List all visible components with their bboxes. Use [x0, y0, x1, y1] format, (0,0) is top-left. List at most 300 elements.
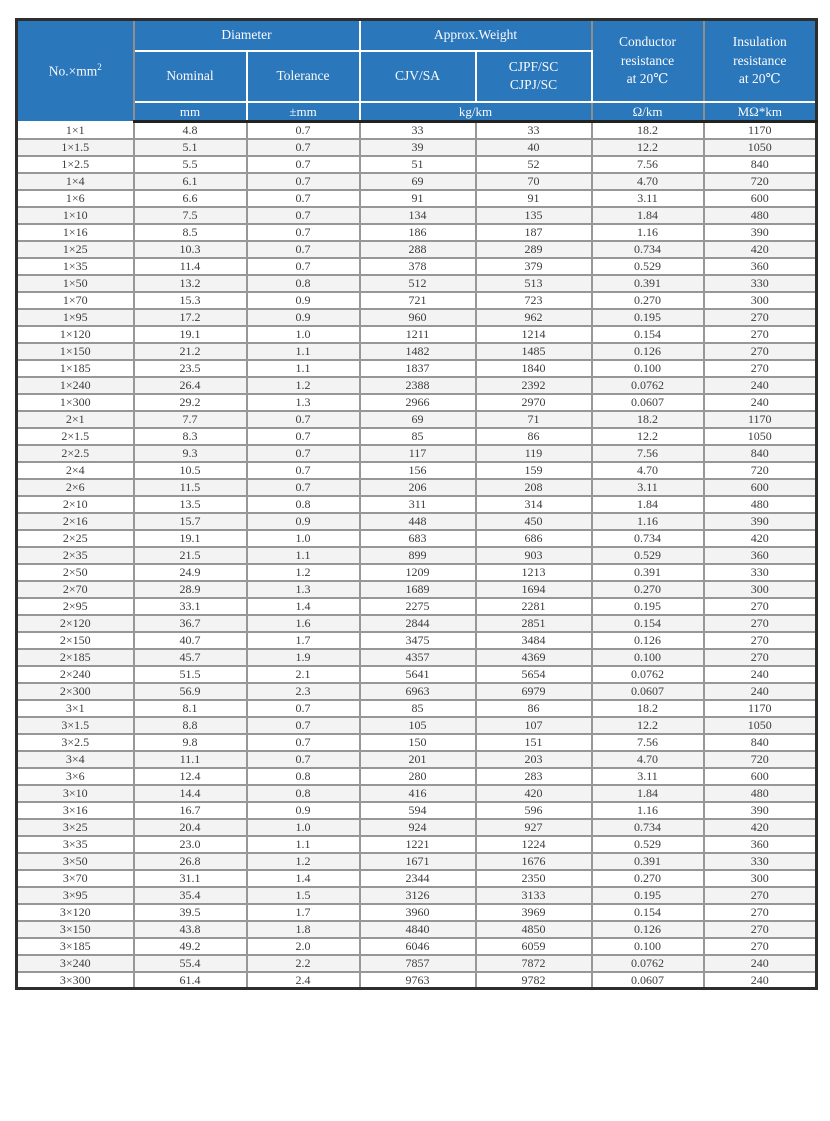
cjpf-line2: CJPJ/SC [509, 77, 558, 92]
column-header-cjpf-cjpj [476, 51, 592, 102]
table-cell: 1×35 [17, 258, 134, 275]
table-cell: 1050 [704, 139, 817, 156]
table-cell: 0.126 [592, 921, 704, 938]
table-cell: 1.3 [247, 581, 360, 598]
table-cell: 5.5 [134, 156, 247, 173]
table-cell: 2275 [360, 598, 476, 615]
cable-spec-table [15, 18, 818, 990]
table-row [17, 819, 817, 836]
table-cell: 8.1 [134, 700, 247, 717]
table-cell: 39.5 [134, 904, 247, 921]
table-cell: 0.7 [247, 139, 360, 156]
table-cell: 0.0762 [592, 377, 704, 394]
table-cell: 390 [704, 802, 817, 819]
table-row [17, 734, 817, 751]
insulation-resistance-line3: at 20℃ [738, 70, 781, 86]
table-cell: 12.2 [592, 139, 704, 156]
table-cell: 270 [704, 632, 817, 649]
table-cell: 69 [360, 411, 476, 428]
table-cell: 2×16 [17, 513, 134, 530]
table-cell: 8.8 [134, 717, 247, 734]
table-cell: 962 [476, 309, 592, 326]
table-cell: 71 [476, 411, 592, 428]
insulation-resistance-line1: Insulation [732, 34, 787, 50]
table-cell: 51 [360, 156, 476, 173]
table-cell: 0.734 [592, 241, 704, 258]
table-cell: 23.0 [134, 836, 247, 853]
table-row [17, 581, 817, 598]
table-cell: 0.0762 [592, 666, 704, 683]
table-cell: 203 [476, 751, 592, 768]
table-cell: 10.3 [134, 241, 247, 258]
column-header-conductor-resistance [592, 20, 704, 102]
table-cell: 903 [476, 547, 592, 564]
table-cell: 2×50 [17, 564, 134, 581]
table-row [17, 258, 817, 275]
table-cell: 1676 [476, 853, 592, 870]
table-cell: 378 [360, 258, 476, 275]
table-cell: 28.9 [134, 581, 247, 598]
table-row [17, 700, 817, 717]
column-header-insulation-resistance [704, 20, 817, 102]
table-cell: 7.56 [592, 156, 704, 173]
table-cell: 1.4 [247, 598, 360, 615]
unit-mm: mm [134, 102, 247, 122]
table-cell: 0.7 [247, 479, 360, 496]
table-cell: 0.126 [592, 632, 704, 649]
table-row [17, 649, 817, 666]
table-cell: 240 [704, 955, 817, 972]
table-cell: 0.7 [247, 241, 360, 258]
table-cell: 1×300 [17, 394, 134, 411]
table-cell: 0.391 [592, 275, 704, 292]
table-cell: 270 [704, 921, 817, 938]
table-cell: 448 [360, 513, 476, 530]
table-cell: 240 [704, 377, 817, 394]
table-cell: 3×120 [17, 904, 134, 921]
table-cell: 19.1 [134, 530, 247, 547]
table-cell: 40 [476, 139, 592, 156]
table-cell: 1209 [360, 564, 476, 581]
table-cell: 379 [476, 258, 592, 275]
table-cell: 18.2 [592, 411, 704, 428]
table-cell: 960 [360, 309, 476, 326]
table-cell: 0.7 [247, 122, 360, 139]
table-cell: 2844 [360, 615, 476, 632]
table-cell: 85 [360, 428, 476, 445]
unit-ohm-km: Ω/km [592, 102, 704, 122]
unit-kg-km: kg/km [360, 102, 592, 122]
table-cell: 0.7 [247, 224, 360, 241]
table-cell: 3×35 [17, 836, 134, 853]
table-row [17, 802, 817, 819]
column-header-size [17, 20, 134, 122]
table-cell: 3×1 [17, 700, 134, 717]
table-cell: 3×10 [17, 785, 134, 802]
table-row [17, 938, 817, 955]
table-cell: 8.5 [134, 224, 247, 241]
table-row [17, 972, 817, 989]
table-row [17, 768, 817, 785]
table-cell: 1214 [476, 326, 592, 343]
table-cell: 1224 [476, 836, 592, 853]
table-cell: 9782 [476, 972, 592, 989]
table-cell: 240 [704, 666, 817, 683]
table-cell: 1×70 [17, 292, 134, 309]
table-cell: 1.4 [247, 870, 360, 887]
table-cell: 208 [476, 479, 592, 496]
table-cell: 61.4 [134, 972, 247, 989]
table-cell: 1840 [476, 360, 592, 377]
table-cell: 0.195 [592, 598, 704, 615]
table-cell: 7872 [476, 955, 592, 972]
table-cell: 0.126 [592, 343, 704, 360]
table-cell: 2×185 [17, 649, 134, 666]
table-row [17, 717, 817, 734]
table-row [17, 156, 817, 173]
table-cell: 0.529 [592, 258, 704, 275]
table-cell: 0.7 [247, 173, 360, 190]
table-cell: 7.7 [134, 411, 247, 428]
table-cell: 420 [704, 819, 817, 836]
table-cell: 240 [704, 683, 817, 700]
table-cell: 2.0 [247, 938, 360, 955]
table-cell: 3.11 [592, 479, 704, 496]
table-cell: 3×150 [17, 921, 134, 938]
table-cell: 0.0607 [592, 972, 704, 989]
table-row [17, 632, 817, 649]
table-cell: 187 [476, 224, 592, 241]
table-row [17, 887, 817, 904]
table-cell: 0.8 [247, 496, 360, 513]
table-cell: 1482 [360, 343, 476, 360]
table-cell: 5654 [476, 666, 592, 683]
table-cell: 17.2 [134, 309, 247, 326]
table-row [17, 224, 817, 241]
table-cell: 1.84 [592, 496, 704, 513]
table-cell: 49.2 [134, 938, 247, 955]
table-cell: 1.84 [592, 207, 704, 224]
table-cell: 18.2 [592, 700, 704, 717]
table-row [17, 870, 817, 887]
table-cell: 56.9 [134, 683, 247, 700]
table-cell: 18.2 [592, 122, 704, 139]
table-row [17, 139, 817, 156]
table-cell: 8.3 [134, 428, 247, 445]
table-cell: 1.0 [247, 326, 360, 343]
table-cell: 390 [704, 224, 817, 241]
table-cell: 2×70 [17, 581, 134, 598]
table-cell: 15.7 [134, 513, 247, 530]
table-cell: 0.195 [592, 887, 704, 904]
table-cell: 899 [360, 547, 476, 564]
table-cell: 4.70 [592, 462, 704, 479]
table-cell: 1.2 [247, 853, 360, 870]
table-cell: 21.2 [134, 343, 247, 360]
table-row [17, 904, 817, 921]
table-cell: 1×50 [17, 275, 134, 292]
table-cell: 2392 [476, 377, 592, 394]
table-cell: 330 [704, 853, 817, 870]
table-row [17, 530, 817, 547]
table-row [17, 428, 817, 445]
table-row [17, 241, 817, 258]
table-cell: 36.7 [134, 615, 247, 632]
table-row [17, 326, 817, 343]
table-row [17, 445, 817, 462]
table-cell: 1.84 [592, 785, 704, 802]
table-cell: 43.8 [134, 921, 247, 938]
table-cell: 70 [476, 173, 592, 190]
table-row [17, 615, 817, 632]
table-cell: 0.9 [247, 513, 360, 530]
table-cell: 40.7 [134, 632, 247, 649]
column-header-cjv-sa: CJV/SA [360, 51, 476, 102]
table-cell: 4369 [476, 649, 592, 666]
table-cell: 596 [476, 802, 592, 819]
table-cell: 45.7 [134, 649, 247, 666]
table-cell: 3133 [476, 887, 592, 904]
table-cell: 186 [360, 224, 476, 241]
cjpf-line1: CJPF/SC [508, 58, 559, 74]
table-cell: 3484 [476, 632, 592, 649]
table-cell: 15.3 [134, 292, 247, 309]
table-cell: 0.0607 [592, 394, 704, 411]
table-cell: 14.4 [134, 785, 247, 802]
table-cell: 1170 [704, 700, 817, 717]
table-cell: 1×6 [17, 190, 134, 207]
table-cell: 0.0607 [592, 683, 704, 700]
table-cell: 0.7 [247, 717, 360, 734]
table-cell: 4357 [360, 649, 476, 666]
table-cell: 5641 [360, 666, 476, 683]
table-cell: 1050 [704, 717, 817, 734]
table-cell: 512 [360, 275, 476, 292]
table-cell: 55.4 [134, 955, 247, 972]
table-cell: 3×6 [17, 768, 134, 785]
table-cell: 600 [704, 190, 817, 207]
table-cell: 0.100 [592, 360, 704, 377]
table-cell: 600 [704, 479, 817, 496]
table-cell: 3×185 [17, 938, 134, 955]
table-cell: 1×240 [17, 377, 134, 394]
table-cell: 1×95 [17, 309, 134, 326]
table-cell: 7.56 [592, 734, 704, 751]
table-cell: 206 [360, 479, 476, 496]
table-row [17, 564, 817, 581]
table-cell: 201 [360, 751, 476, 768]
table-cell: 3×300 [17, 972, 134, 989]
table-cell: 117 [360, 445, 476, 462]
table-cell: 2×10 [17, 496, 134, 513]
table-cell: 270 [704, 309, 817, 326]
table-cell: 20.4 [134, 819, 247, 836]
table-cell: 480 [704, 207, 817, 224]
table-cell: 0.529 [592, 836, 704, 853]
table-cell: 416 [360, 785, 476, 802]
table-cell: 2×4 [17, 462, 134, 479]
table-cell: 0.734 [592, 819, 704, 836]
table-cell: 3×25 [17, 819, 134, 836]
table-cell: 0.154 [592, 615, 704, 632]
table-cell: 156 [360, 462, 476, 479]
table-cell: 150 [360, 734, 476, 751]
table-cell: 3.11 [592, 768, 704, 785]
table-cell: 107 [476, 717, 592, 734]
table-cell: 1.2 [247, 377, 360, 394]
table-cell: 13.5 [134, 496, 247, 513]
table-cell: 12.2 [592, 717, 704, 734]
size-label-superscript: 2 [97, 61, 102, 72]
table-cell: 1.16 [592, 802, 704, 819]
table-cell: 0.7 [247, 207, 360, 224]
table-cell: 0.8 [247, 768, 360, 785]
table-cell: 480 [704, 496, 817, 513]
table-row [17, 853, 817, 870]
table-row [17, 751, 817, 768]
table-cell: 721 [360, 292, 476, 309]
table-cell: 9.3 [134, 445, 247, 462]
table-cell: 13.2 [134, 275, 247, 292]
table-cell: 3×240 [17, 955, 134, 972]
table-cell: 1.7 [247, 904, 360, 921]
table-cell: 420 [476, 785, 592, 802]
table-cell: 927 [476, 819, 592, 836]
table-cell: 1213 [476, 564, 592, 581]
table-cell: 270 [704, 649, 817, 666]
table-cell: 513 [476, 275, 592, 292]
table-cell: 0.529 [592, 547, 704, 564]
table-cell: 11.4 [134, 258, 247, 275]
table-cell: 840 [704, 445, 817, 462]
table-cell: 6.6 [134, 190, 247, 207]
conductor-resistance-line2: resistance [620, 52, 675, 68]
table-cell: 0.7 [247, 190, 360, 207]
table-cell: 420 [704, 241, 817, 258]
table-cell: 0.270 [592, 292, 704, 309]
table-cell: 924 [360, 819, 476, 836]
table-cell: 420 [704, 530, 817, 547]
table-cell: 7.5 [134, 207, 247, 224]
table-cell: 840 [704, 734, 817, 751]
table-row [17, 479, 817, 496]
table-cell: 314 [476, 496, 592, 513]
table-cell: 360 [704, 836, 817, 853]
table-cell: 19.1 [134, 326, 247, 343]
table-cell: 1×1.5 [17, 139, 134, 156]
table-cell: 1.8 [247, 921, 360, 938]
table-row [17, 343, 817, 360]
table-cell: 134 [360, 207, 476, 224]
table-cell: 1.16 [592, 224, 704, 241]
table-cell: 1.16 [592, 513, 704, 530]
table-cell: 594 [360, 802, 476, 819]
table-cell: 1×25 [17, 241, 134, 258]
table-cell: 1×2.5 [17, 156, 134, 173]
table-cell: 683 [360, 530, 476, 547]
table-cell: 2.4 [247, 972, 360, 989]
table-cell: 0.0762 [592, 955, 704, 972]
table-row [17, 292, 817, 309]
conductor-resistance-line3: at 20℃ [626, 70, 669, 86]
table-cell: 4.8 [134, 122, 247, 139]
table-cell: 5.1 [134, 139, 247, 156]
table-cell: 51.5 [134, 666, 247, 683]
table-row [17, 411, 817, 428]
table-cell: 69 [360, 173, 476, 190]
table-cell: 39 [360, 139, 476, 156]
table-cell: 24.9 [134, 564, 247, 581]
table-cell: 840 [704, 156, 817, 173]
table-cell: 21.5 [134, 547, 247, 564]
table-cell: 270 [704, 343, 817, 360]
table-cell: 720 [704, 173, 817, 190]
table-cell: 0.154 [592, 904, 704, 921]
table-cell: 3×1.5 [17, 717, 134, 734]
table-cell: 29.2 [134, 394, 247, 411]
table-cell: 3475 [360, 632, 476, 649]
table-cell: 2×1.5 [17, 428, 134, 445]
table-cell: 2×240 [17, 666, 134, 683]
table-cell: 0.7 [247, 411, 360, 428]
table-cell: 119 [476, 445, 592, 462]
table-cell: 3960 [360, 904, 476, 921]
table-cell: 1211 [360, 326, 476, 343]
table-cell: 3969 [476, 904, 592, 921]
table-row [17, 207, 817, 224]
table-cell: 0.270 [592, 581, 704, 598]
table-cell: 1×120 [17, 326, 134, 343]
table-cell: 0.100 [592, 649, 704, 666]
table-cell: 6979 [476, 683, 592, 700]
unit-mohm-km: MΩ*km [704, 102, 817, 122]
table-cell: 91 [360, 190, 476, 207]
table-cell: 1×185 [17, 360, 134, 377]
table-cell: 4840 [360, 921, 476, 938]
table-cell: 240 [704, 972, 817, 989]
table-cell: 159 [476, 462, 592, 479]
table-cell: 240 [704, 394, 817, 411]
table-cell: 2×120 [17, 615, 134, 632]
table-cell: 1.9 [247, 649, 360, 666]
table-cell: 33 [476, 122, 592, 139]
table-cell: 0.7 [247, 156, 360, 173]
table-cell: 33.1 [134, 598, 247, 615]
column-header-nominal: Nominal [134, 51, 247, 102]
table-cell: 2966 [360, 394, 476, 411]
table-cell: 0.7 [247, 258, 360, 275]
table-cell: 0.7 [247, 428, 360, 445]
table-cell: 360 [704, 258, 817, 275]
table-cell: 1.1 [247, 836, 360, 853]
table-cell: 0.9 [247, 292, 360, 309]
table-cell: 1170 [704, 122, 817, 139]
table-cell: 1×10 [17, 207, 134, 224]
table-cell: 390 [704, 513, 817, 530]
table-cell: 0.7 [247, 462, 360, 479]
table-cell: 2×2.5 [17, 445, 134, 462]
table-row [17, 955, 817, 972]
table-cell: 7857 [360, 955, 476, 972]
table-cell: 3×70 [17, 870, 134, 887]
table-cell: 2×6 [17, 479, 134, 496]
table-cell: 86 [476, 428, 592, 445]
table-cell: 0.7 [247, 700, 360, 717]
table-cell: 11.1 [134, 751, 247, 768]
table-cell: 52 [476, 156, 592, 173]
table-cell: 6059 [476, 938, 592, 955]
table-cell: 4.70 [592, 173, 704, 190]
